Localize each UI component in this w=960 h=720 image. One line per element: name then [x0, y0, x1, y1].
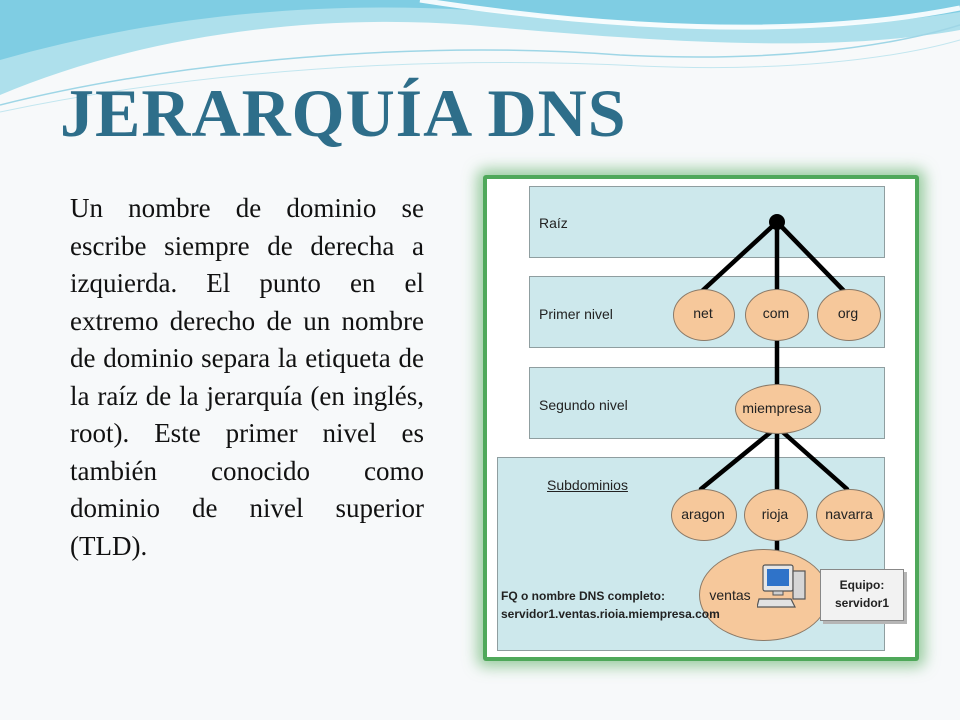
level-label-root: Raíz [539, 215, 568, 231]
level-label-subdomains: Subdominios [547, 477, 628, 493]
node-label-navarra: navarra [825, 506, 873, 522]
node-label-ventas: ventas [709, 587, 751, 603]
level-label-second: Segundo nivel [539, 397, 628, 413]
fqdn-label: FQ o nombre DNS completo: [501, 589, 666, 603]
node-label-net: net [693, 305, 713, 321]
node-label-aragon: aragon [681, 506, 725, 522]
node-label-miempresa: miempresa [742, 400, 812, 416]
diagram-canvas [487, 179, 915, 657]
slide-body-text: Un nombre de dominio se escribe siempre de derecha a izquierda. El punto en el extremo derecho de un nombre de dominio separa la etiqueta de la raíz de la jerarquía (en inglés, root). Este primer nivel es también conocido como dominio de nivel superior (TLD). [70, 193, 424, 561]
dns-hierarchy-diagram [483, 175, 919, 661]
host-box-label: Equipo: [839, 578, 885, 592]
computer-icon [757, 563, 809, 609]
fqdn-value: servidor1.ventas.rioia.miempresa.com [501, 607, 720, 621]
host-box-value: servidor1 [834, 596, 890, 610]
level-label-first: Primer nivel [539, 306, 613, 322]
node-label-org: org [837, 305, 859, 321]
node-label-rioja: rioja [761, 506, 789, 522]
node-label-com: com [762, 305, 790, 321]
host-info-box [820, 569, 904, 621]
slide-title: JERARQUÍA DNS [60, 75, 627, 151]
root-dot [769, 214, 785, 230]
